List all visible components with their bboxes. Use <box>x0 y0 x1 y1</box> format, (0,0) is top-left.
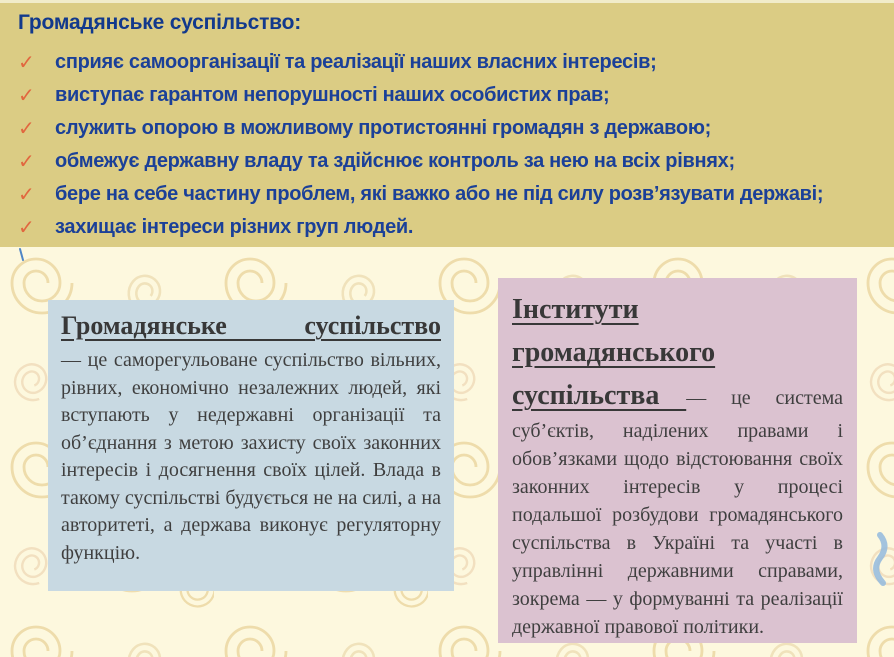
institutes-paragraph <box>512 288 843 641</box>
list-item-text: виступає гарантом непорушності наших особистих прав; <box>55 84 610 106</box>
check-icon: ✓ <box>18 216 35 239</box>
institutes-definition-body: — це система суб’єктів, наділених правами і обов’язками щодо відстоювання своїх законних інтересів у процесі подальшої розбудови громадянського суспільства в Україні та участі в управлінні державними справами, зокрема — у формуванні та реалізації державної правової політики. <box>512 387 843 638</box>
institutes-definition-title: Інститути громадянського суспільства <box>512 294 716 411</box>
list-item <box>18 46 880 79</box>
check-icon: ✓ <box>18 51 35 74</box>
banner-title: Громадянське суспільство: <box>18 11 302 34</box>
civil-society-definition-title: Громадянське суспільство <box>61 311 441 340</box>
check-icon: ✓ <box>18 117 35 140</box>
list-item-text: сприяє самоорганізації та реалізації наших власних інтересів; <box>55 51 657 73</box>
list-item-text: служить опорою в можливому протистоянні громадян з державою; <box>55 117 711 139</box>
civil-society-definition-body: — це саморегульоване суспільство вільних, рівних, економічно незалежних людей, які вступають у недержавні організації та об’єднання з метою захисту своїх законних інтересів і досягнення своїх цілей. Влада в такому суспільстві будується не на силі, а на авторитеті, а держава виконує регуляторну функцію. <box>61 349 441 564</box>
institutes-definition-card <box>498 278 857 643</box>
list-item-text: бере на себе частину проблем, які важко або не під силу розв’язувати державі; <box>55 183 824 205</box>
civil-society-definition-card <box>48 300 454 591</box>
civil-society-functions-list <box>18 46 880 244</box>
banner-section <box>0 0 894 247</box>
list-item-text: обмежує державну владу та здійснює контроль за нею на всіх рівнях; <box>55 150 735 172</box>
check-icon: ✓ <box>18 150 35 173</box>
list-item <box>18 112 880 145</box>
list-item <box>18 211 880 244</box>
list-item-text: захищає інтереси різних груп людей. <box>55 216 414 238</box>
check-icon: ✓ <box>18 84 35 107</box>
list-item <box>18 178 880 211</box>
list-item <box>18 79 880 112</box>
check-icon: ✓ <box>18 183 35 206</box>
content-section <box>0 247 894 657</box>
list-item <box>18 145 880 178</box>
